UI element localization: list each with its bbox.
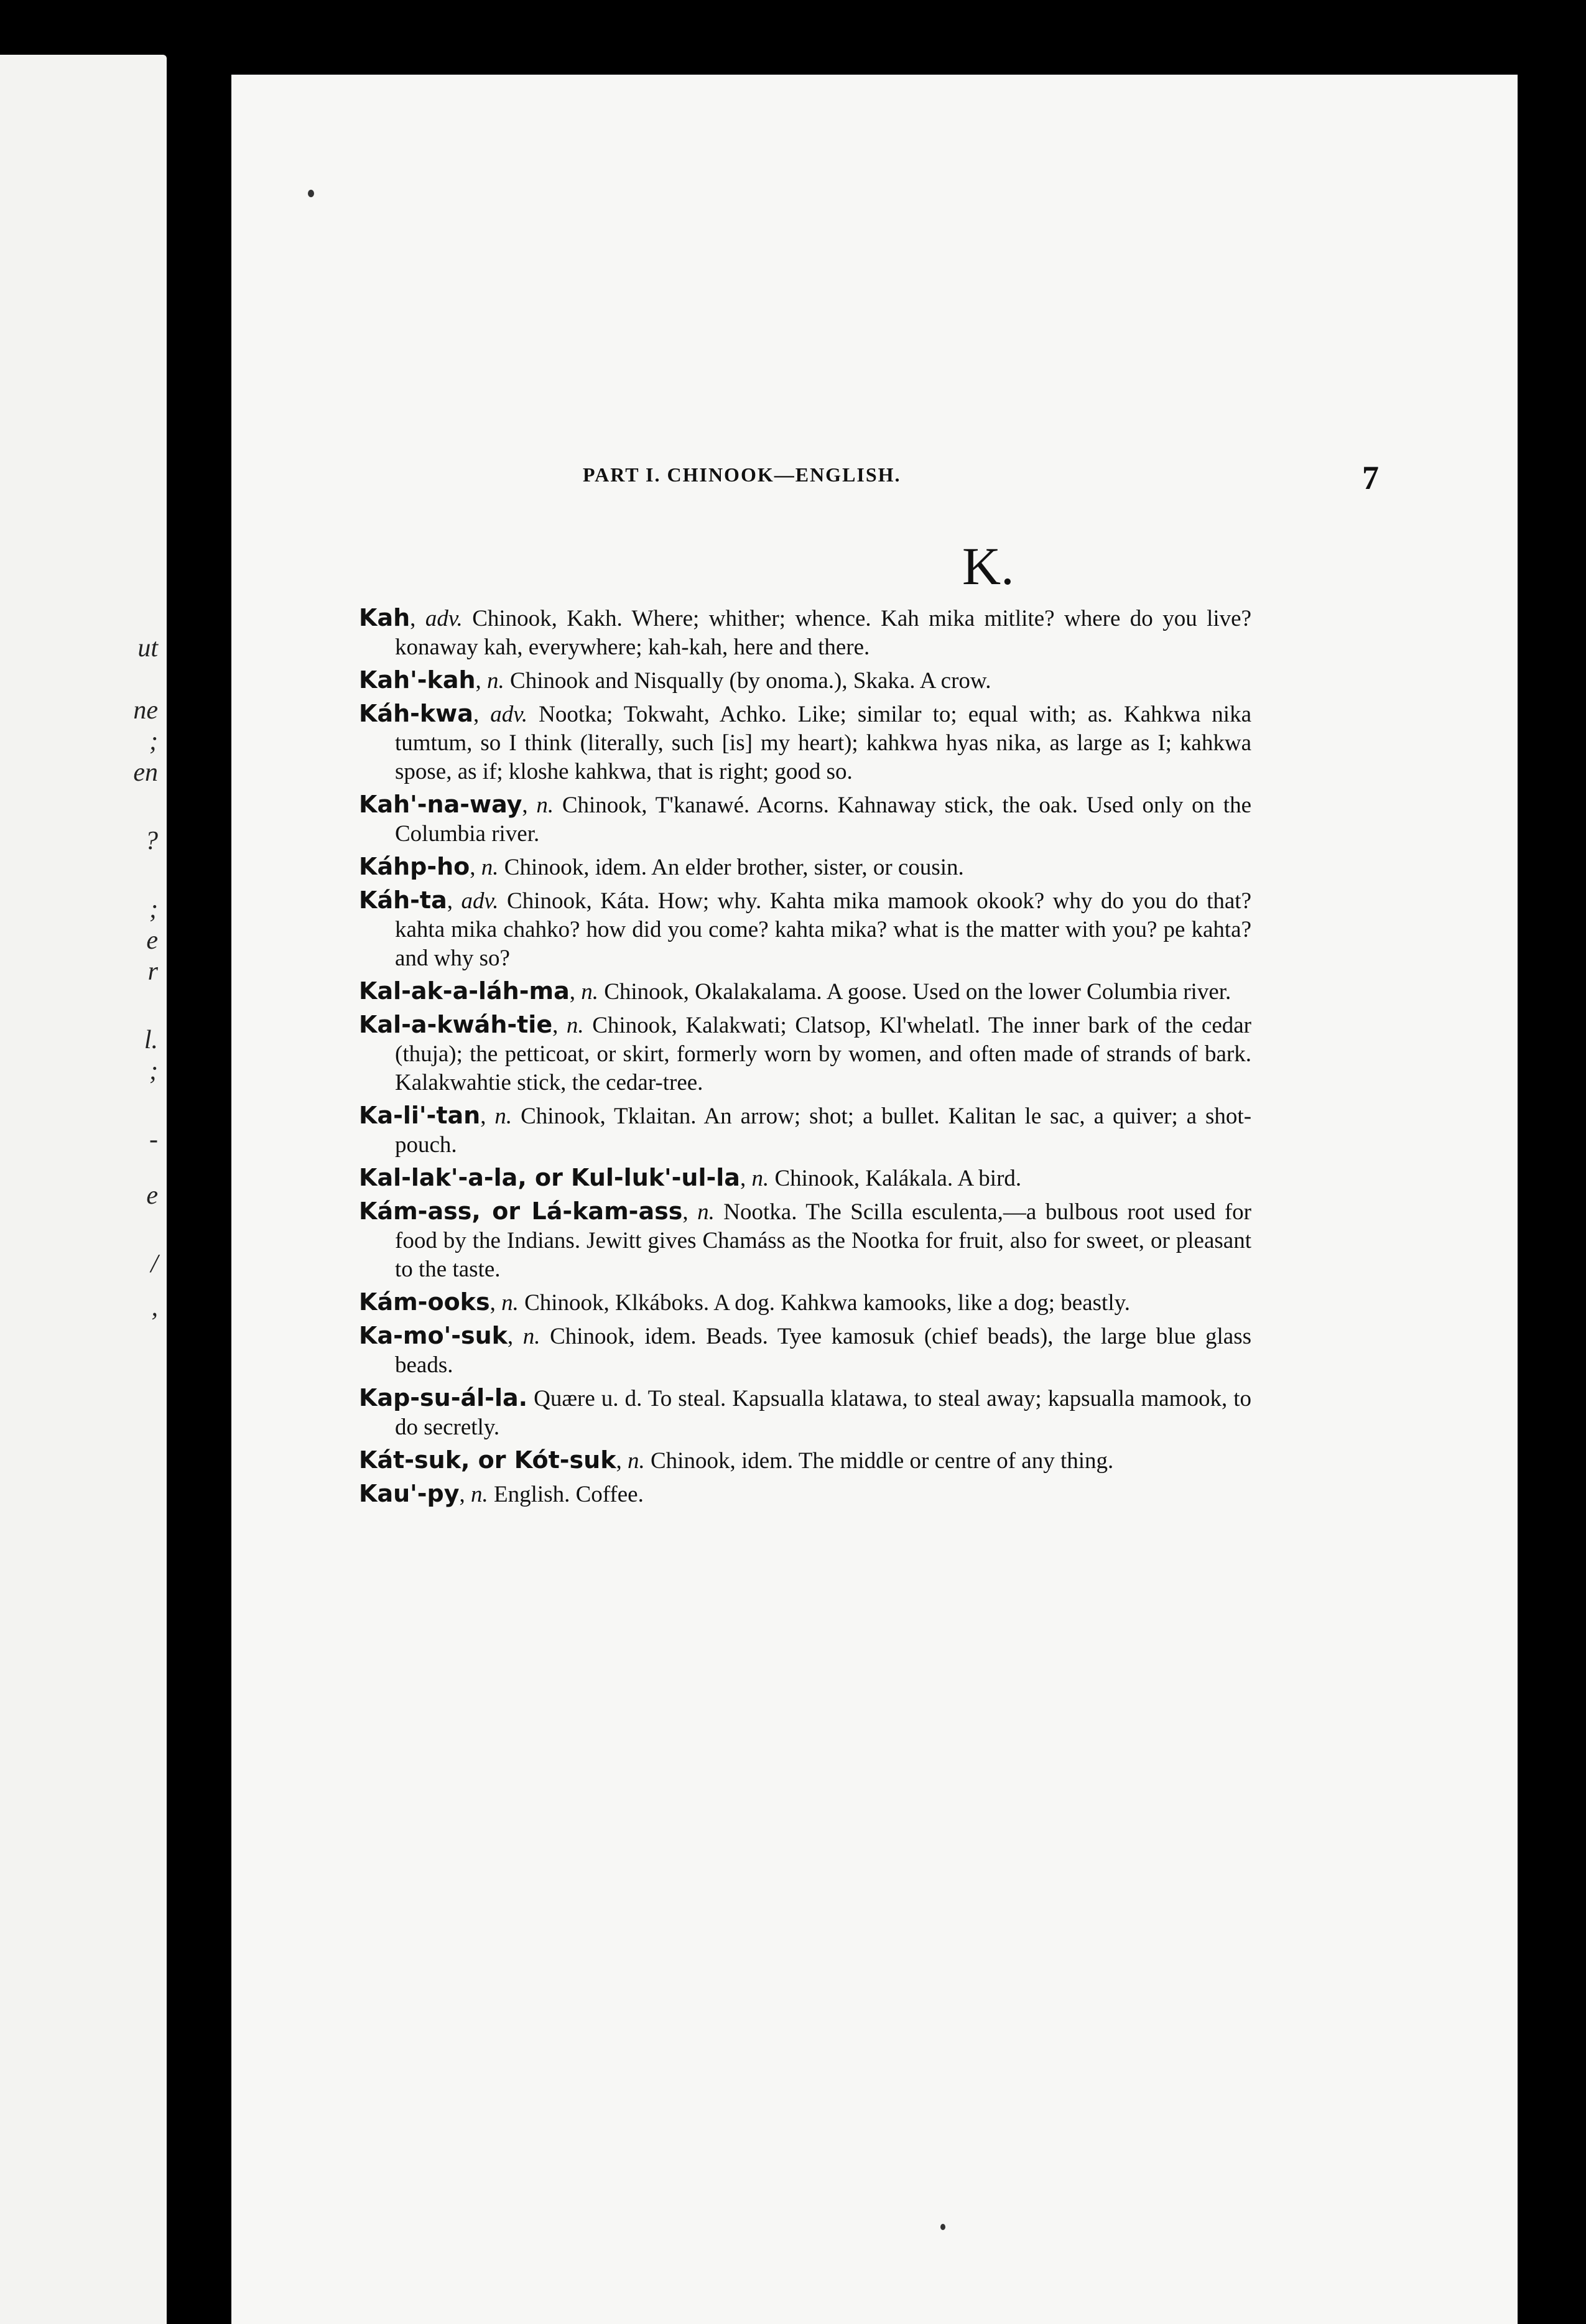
- ink-speck: [940, 2224, 945, 2230]
- entry-grammar: n.: [697, 1199, 715, 1225]
- entry-grammar: adv.: [425, 606, 463, 631]
- prev-text-fragment: l.: [144, 1026, 158, 1054]
- entry-definition: Nootka; Tokwaht, Achko. Like; similar to; equal with; as. Kahkwa nika tumtum, so I think (literally, such [is] my heart); kahkwa hyas nika, as large as I; kahkwa spose, as if; kloshe kahkwa, that is right; good so.: [395, 702, 1251, 784]
- entry-headword: Kah'-kah: [359, 666, 476, 694]
- entry-headword: Kal-a-kwáh-tie: [359, 1011, 553, 1038]
- dictionary-entries: [359, 603, 1251, 1513]
- entry-headword: Kah'-na-way: [359, 791, 522, 818]
- entry-grammar: n.: [481, 855, 499, 880]
- entry-grammar: n.: [522, 1324, 540, 1349]
- dictionary-entry: [359, 1383, 1251, 1442]
- entry-grammar: adv.: [490, 702, 528, 727]
- entry-headword: Kal-lak'-a-la, or Kul-luk'-ul-la: [359, 1164, 740, 1191]
- dictionary-entry: Kah'-na-way, n. Chinook, T'kanawé. Acorns. Kahnaway stick, the oak. Used only on the Columbia river.: [359, 791, 1252, 847]
- entry-grammar: n.: [751, 1166, 769, 1191]
- entry-grammar: n.: [471, 1482, 488, 1507]
- prev-text-fragment: r: [147, 957, 158, 986]
- prev-text-fragment: ;: [149, 895, 158, 924]
- prev-text-fragment: /: [151, 1250, 158, 1278]
- dictionary-entry: Káh-ta, adv. Chinook, Káta. How; why. Kahta mika mamook okook? why do you do that? kahta mika chahko? how did you come? kahta mika? what is the matter with you? pe kahta? and why so?: [359, 886, 1251, 971]
- dictionary-entry: Ka-mo'-suk, n. Chinook, idem. Beads. Tyee kamosuk (chief beads), the large blue glass beads.: [359, 1322, 1252, 1378]
- entry-definition: Chinook, Káta. How; why. Kahta mika mamook okook? why do you do that? kahta mika chahko? how did you come? kahta mika? what is the matter with you? pe kahta? and why so?: [395, 888, 1251, 971]
- entry-definition: English. Coffee.: [494, 1482, 644, 1507]
- entry-definition: Chinook, Kalákala. A bird.: [774, 1166, 1022, 1191]
- dictionary-entry: Kal-lak'-a-la, or Kul-luk'-ul-la, n. Chinook, Kalákala. A bird.: [359, 1164, 1022, 1191]
- entry-definition: Chinook, Tklaitan. An arrow; shot; a bullet. Kalitan le sac, a quiver; a shot-pouch.: [395, 1104, 1252, 1158]
- page-number: 7: [1362, 459, 1379, 496]
- entry-headword: Kal-ak-a-láh-ma: [359, 977, 570, 1005]
- dictionary-entry: Kát-suk, or Kót-suk, n. Chinook, idem. The middle or centre of any thing.: [359, 1446, 1114, 1474]
- entry-headword: Kám-ooks: [359, 1288, 490, 1316]
- entry-headword: Kát-suk, or Kót-suk: [359, 1446, 616, 1474]
- entry-grammar: n.: [501, 1290, 519, 1316]
- entry-definition: Chinook, Kakh. Where; whither; whence. Kah mika mitlite? where do you live? konaway kah, everywhere; kah-kah, here and there.: [395, 606, 1252, 660]
- entry-headword: Káhp-ho: [359, 853, 470, 880]
- prev-text-fragment: ne: [133, 696, 158, 725]
- entry-headword: Kap-su-ál-la.: [359, 1384, 528, 1411]
- entry-headword: Kau'-py: [359, 1480, 460, 1507]
- book-page: [231, 75, 1518, 2324]
- entry-headword: Ka-mo'-suk: [359, 1322, 508, 1349]
- entry-definition: Chinook, Klkáboks. A dog. Kahkwa kamooks, like a dog; beastly.: [524, 1290, 1130, 1316]
- entry-grammar: n.: [627, 1448, 645, 1474]
- entry-grammar: n.: [581, 979, 598, 1005]
- entry-headword: Kah: [359, 604, 410, 631]
- prev-text-fragment: ?: [145, 827, 158, 855]
- entry-definition: Chinook, Okalakalama. A goose. Used on the lower Columbia river.: [604, 979, 1231, 1005]
- prev-text-fragment: e: [146, 1181, 158, 1210]
- entry-headword: Káh-kwa: [359, 700, 473, 727]
- entry-grammar: n.: [566, 1013, 584, 1038]
- dictionary-entry: Kau'-py, n. English. Coffee.: [359, 1480, 644, 1507]
- entry-grammar: n.: [487, 668, 504, 694]
- page-header: [583, 459, 1379, 501]
- entry-headword: Káh-ta: [359, 886, 447, 914]
- prev-text-fragment: e: [146, 926, 158, 955]
- previous-page-edge: [0, 55, 167, 2324]
- dictionary-entry: Kah, adv. Chinook, Kakh. Where; whither; whence. Kah mika mitlite? where do you live? konaway kah, everywhere; kah-kah, here and there.: [359, 604, 1252, 660]
- prev-text-fragment: ,: [151, 1293, 158, 1322]
- dictionary-entry: Kal-ak-a-láh-ma, n. Chinook, Okalakalama. A goose. Used on the lower Columbia river.: [359, 977, 1231, 1005]
- running-head: PART I. CHINOOK—ENGLISH.: [583, 463, 901, 486]
- entry-definition: Chinook, idem. An elder brother, sister, or cousin.: [504, 855, 964, 880]
- prev-text-fragment: ut: [137, 634, 158, 662]
- section-letter: K.: [962, 536, 1014, 596]
- entry-definition: Chinook, T'kanawé. Acorns. Kahnaway stick, the oak. Used only on the Columbia river.: [395, 792, 1252, 847]
- ink-speck: [308, 190, 314, 197]
- dictionary-entry: Kah'-kah, n. Chinook and Nisqually (by onoma.), Skaka. A crow.: [359, 666, 991, 694]
- prev-text-fragment: ;: [149, 1057, 158, 1085]
- entry-grammar: n.: [536, 792, 554, 818]
- entry-headword: Kám-ass, or Lá-kam-ass: [359, 1197, 683, 1225]
- entry-definition: Quære u. d. To steal. Kapsualla klatawa, to steal away; kapsualla mamook, to do secretly.: [395, 1386, 1252, 1440]
- prev-text-fragment: en: [133, 758, 158, 787]
- dictionary-entry: Káh-kwa, adv. Nootka; Tokwaht, Achko. Like; similar to; equal with; as. Kahkwa nika tumtum, so I think (literally, such [is] my heart); kahkwa hyas nika, as large as I; kahkwa spose, as if; kloshe kahkwa, that is right; good so.: [359, 700, 1251, 784]
- entry-definition: Chinook and Nisqually (by onoma.), Skaka. A crow.: [510, 668, 991, 694]
- prev-text-fragment: -: [149, 1125, 158, 1154]
- entry-headword: Ka-li'-tan: [359, 1102, 481, 1129]
- entry-definition: Chinook, idem. Beads. Tyee kamosuk (chief beads), the large blue glass beads.: [395, 1324, 1252, 1378]
- entry-definition: Chinook, Kalakwati; Clatsop, Kl'whelatl. The inner bark of the cedar (thuja); the petticoat, or skirt, formerly worn by women, and often made of strands of bark. Kalakwahtie stick, the cedar-tree.: [395, 1013, 1251, 1095]
- dictionary-entry: Káhp-ho, n. Chinook, idem. An elder brother, sister, or cousin.: [359, 853, 964, 880]
- dictionary-entry: Kám-ass, or Lá-kam-ass, n. Nootka. The Scilla esculenta,—a bulbous root used for food by the Indians. Jewitt gives Chamáss as the Nootka for fruit, also for sweet, or pleasant to the taste.: [359, 1197, 1252, 1282]
- prev-text-fragment: ;: [149, 727, 158, 756]
- dictionary-entry: Kám-ooks, n. Chinook, Klkáboks. A dog. Kahkwa kamooks, like a dog; beastly.: [359, 1288, 1130, 1316]
- entry-grammar: n.: [494, 1104, 512, 1129]
- dictionary-entry: Kal-a-kwáh-tie, n. Chinook, Kalakwati; Clatsop, Kl'whelatl. The inner bark of the cedar (thuja); the petticoat, or skirt, formerly worn by women, and often made of strands of bark. Kalakwahtie stick, the cedar-tree.: [359, 1011, 1251, 1095]
- entry-grammar: adv.: [461, 888, 499, 914]
- entry-definition: Chinook, idem. The middle or centre of any thing.: [650, 1448, 1114, 1474]
- dictionary-entry: Ka-li'-tan, n. Chinook, Tklaitan. An arrow; shot; a bullet. Kalitan le sac, a quiver; a shot-pouch.: [359, 1102, 1252, 1158]
- entry-definition: Nootka. The Scilla esculenta,—a bulbous root used for food by the Indians. Jewitt gives Chamáss as the Nootka for fruit, also for sweet, or pleasant to the taste.: [395, 1199, 1252, 1282]
